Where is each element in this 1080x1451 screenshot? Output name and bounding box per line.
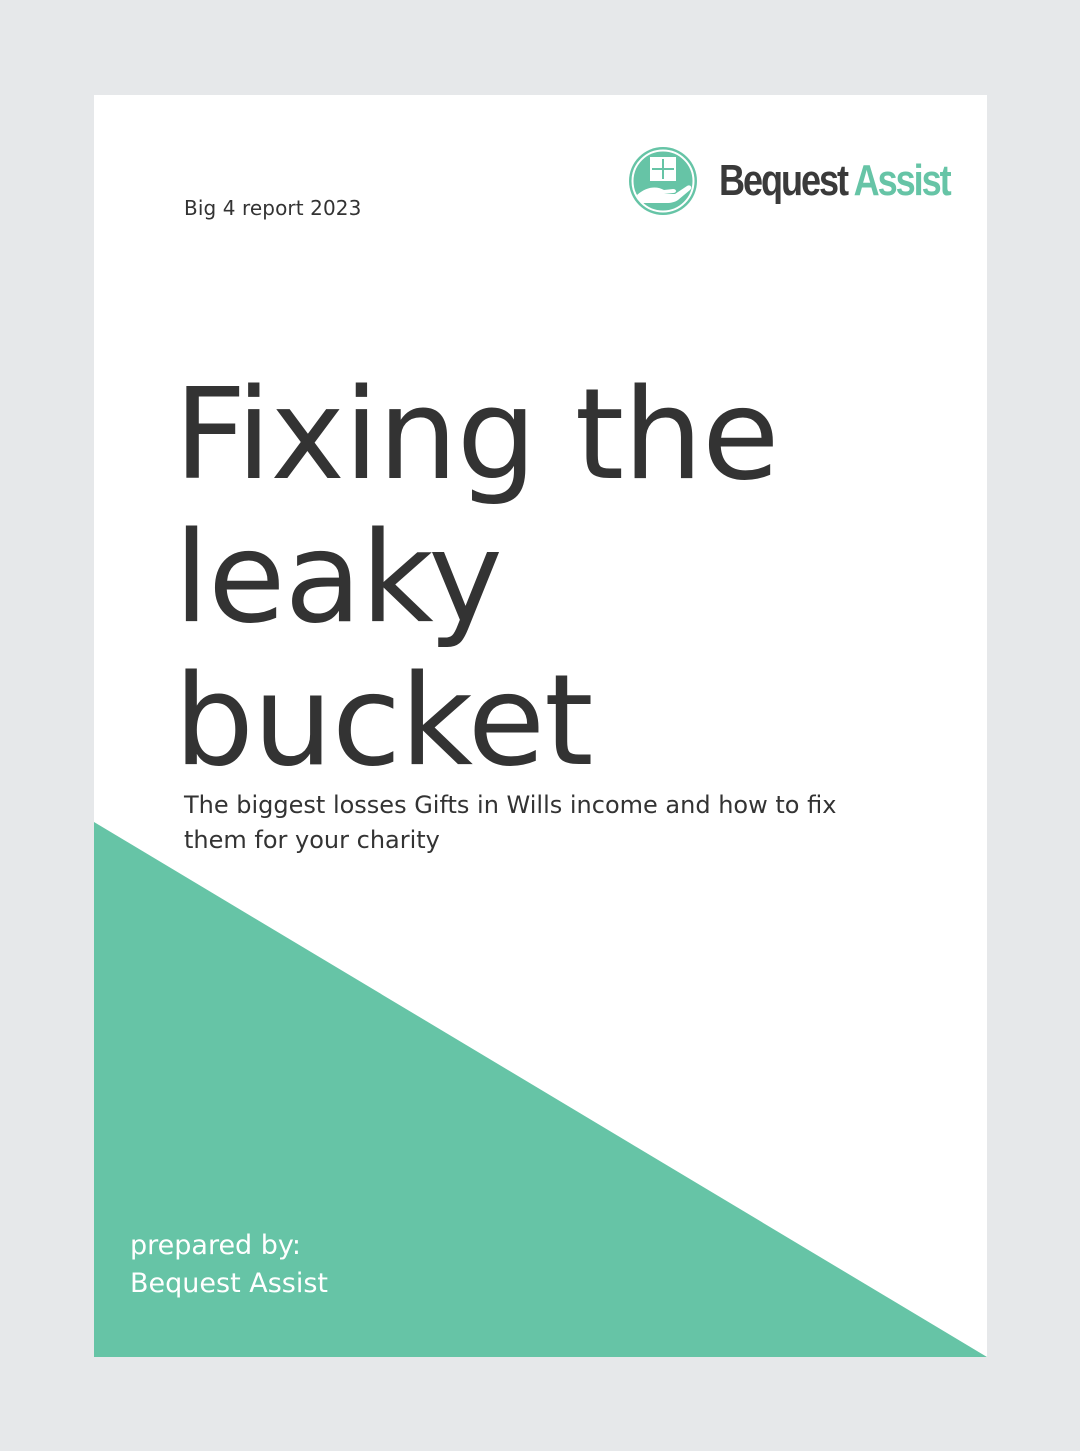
logo-wordmark [719,156,950,205]
bequest-assist-logo [627,143,987,219]
hand-holding-window-icon [627,145,699,217]
title-line: leaky [174,504,502,651]
prepared-by-name: Bequest Assist [130,1268,328,1299]
report-subtitle: The biggest losses Gifts in Wills income and how to fix them for your charity [184,791,837,854]
report-label: Big 4 report 2023 [184,196,362,220]
logo-word-assist: Assist [853,156,950,205]
prepared-by-block [130,1227,328,1303]
logo-word-bequest: Bequest [719,156,847,205]
title-line: bucket [174,647,593,794]
title-line: Fixing the [174,361,779,508]
report-title [174,363,934,792]
prepared-by-label: prepared by: [130,1230,302,1261]
report-cover [94,95,987,1357]
